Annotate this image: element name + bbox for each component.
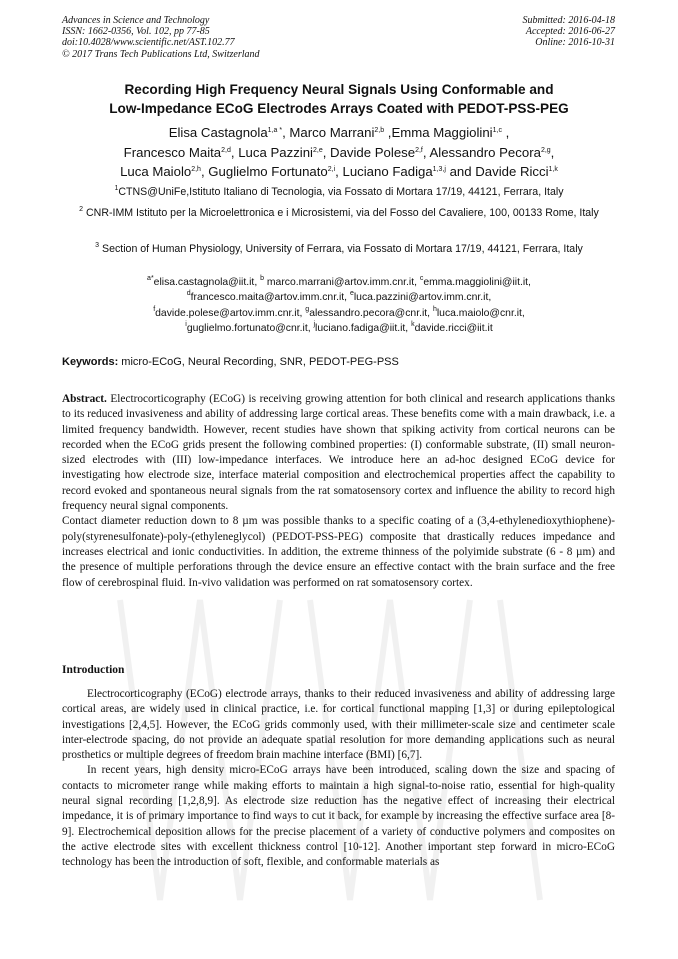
abstract-paragraph-1 <box>62 392 615 514</box>
affiliation-3-number: 3 <box>95 242 100 249</box>
author-name: Luciano Fadiga <box>342 164 433 179</box>
affiliation-3 <box>60 242 618 257</box>
keywords-label: Keywords: <box>62 356 119 368</box>
author-affiliation-marker: 2,b <box>374 127 385 134</box>
abstract-text-1: Electrocorticography (ECoG) is receiving growing attention for both clinical and research applications thanks to its reduced invasiveness and ability of addressing large cortical areas. These benefits come with a main drawback, i.e. a limited frequency bandwidth. However, recent studies have shown that spiking activity from cortical neurons can be recorded when the ECoG grids present the following combined properties: (I) conformable substrate, (II) small neuron-sized electrodes with (III) low-impedance interfaces. We introduce here an ad-hoc designed ECoG device for investigating how electrode size, interface material composition and electrochemical properties affect the capability to record evoked and spontaneous neural signals from the rat somatosensory cortex and influence the ability to record high frequency neural signal components. <box>62 393 615 513</box>
author-name: Alessandro Pecora <box>429 144 541 160</box>
author-affiliation-marker: 2,f <box>415 146 423 154</box>
affiliation-1-text: CTNS@UniFe,Istituto Italiano di Tecnologia, via Fossato di Mortara 17/19, 44121, Ferrara, Italy <box>118 186 564 198</box>
author-affiliation-marker: 2,h <box>191 166 201 173</box>
email-address: guglielmo.fortunato@cnr.it, <box>186 323 314 335</box>
author-affiliation-marker: 2,g <box>540 146 551 154</box>
affiliation-2-number: 2 <box>79 206 84 213</box>
author-affiliation-marker: 1,k <box>548 166 558 173</box>
author-separator: and <box>445 164 476 179</box>
author-affiliation-marker: 1,a * <box>267 127 283 134</box>
email-marker: k <box>411 321 415 329</box>
doi-line: doi:10.4028/www.scientific.net/AST.102.77 <box>62 37 235 49</box>
author-affiliation-marker: 2,d <box>221 146 231 154</box>
journal-name: Advances in Science and Technology <box>62 15 210 26</box>
email-address: marco.marrani@artov.imm.cnr.it, <box>264 277 420 288</box>
email-address: davide.polese@artov.imm.cnr.it, <box>155 307 306 319</box>
author-name: Marco Marrani <box>289 125 375 140</box>
issn-line: ISSN: 1662-0356, Vol. 102, pp 77-85 <box>62 26 210 38</box>
introduction-section <box>62 687 615 871</box>
keywords-line <box>62 356 399 368</box>
author-separator: , <box>501 125 510 140</box>
email-address: emma.maggiolini@iit.it, <box>423 277 531 288</box>
journal-header <box>62 15 260 60</box>
author-list <box>40 123 638 182</box>
online-date: Online: 2016-10-31 <box>535 37 615 49</box>
author-name: Luca Maiolo <box>120 164 192 179</box>
affiliation-2-text: CNR-IMM Istituto per la Microelettronica e i Microsistemi, via del Fosso del Cavaliere, 100, 00133 Rome, Italy <box>86 207 599 219</box>
title-line-2: Low-Impedance ECoG Electrodes Arrays Coated with PEDOT-PSS-PEG <box>109 101 569 116</box>
author-name: Francesco Maita <box>123 144 222 160</box>
paper-title <box>40 80 638 118</box>
author-affiliation-marker: 2,e <box>312 146 323 154</box>
email-marker: d <box>186 290 191 298</box>
dates-header <box>523 15 616 49</box>
email-marker: b <box>260 275 265 282</box>
author-separator: , <box>550 144 555 160</box>
section-heading-introduction: Introduction <box>62 664 125 676</box>
introduction-paragraph-2: In recent years, high density micro-ECoG arrays have been introduced, scaling down the size and spacing of contacts to micrometer range while making efforts to maintain a high signal-to-noise ratio, essential for high-quality neural signal recording [1,2,8,9]. As electrode size reduction has the negative effect of increasing their electrical impedance, it is of primary importance to find ways to cut it back, for example by increasing the effective surface area [8-9]. Electrochemical deposition allows for the precise placement of a variety of conductive polymers and composites on the active electrode sites with excellent thickness control [10-12]. Another important step forward in micro-ECoG technology has been the introduction of soft, flexible, and conformable materials as <box>62 764 615 869</box>
abstract-paragraph-2: Contact diameter reduction down to 8 µm was possible thanks to a specific coating of a (3,4-ethylenedioxythiophene)-poly(styrenesulfonate)-poly-(ethyleneglycol) (PEDOT-PSS-PEG) composite that drastically reduces impedance and increases electrical and ionic conductivities. In addition, the extreme thinness of the polyimide substrate (6 - 8 µm) and the presence of multiple perforations through the device ensure an effective contact with the brain surface and the free flow of cerebrospinal fluid. In-vivo validation was performed on rat somatosensory cortex. <box>62 515 615 589</box>
email-marker: h <box>432 305 437 313</box>
abstract-section <box>62 392 615 591</box>
affiliation-1-number: 1 <box>114 185 119 192</box>
submitted-date: Submitted: 2016-04-18 <box>522 15 615 26</box>
email-address: alessandro.pecora@cnr.it, <box>309 307 433 319</box>
email-address: francesco.maita@artov.imm.cnr.it, <box>190 292 350 304</box>
author-separator: , <box>282 125 290 140</box>
email-marker: i <box>185 321 187 329</box>
author-name: Davide Polese <box>330 144 416 160</box>
keywords-text: micro-ECoG, Neural Recording, SNR, PEDOT-PEG-PSS <box>118 356 399 368</box>
title-line-1: Recording High Frequency Neural Signals Using Conformable and <box>124 82 554 97</box>
accepted-date: Accepted: 2016-06-27 <box>525 26 615 38</box>
email-address: davide.ricci@iit.it <box>414 323 493 335</box>
email-marker: f <box>153 305 156 313</box>
affiliation-3-text: Section of Human Physiology, University of Ferrara, via Fossato di Mortara 17/19, 44121, Ferrara, Italy <box>102 243 583 255</box>
author-name: Emma Maggiolini <box>391 125 493 140</box>
copyright-line: © 2017 Trans Tech Publications Ltd, Switzerland <box>62 48 260 60</box>
abstract-label: Abstract. <box>62 393 107 405</box>
author-separator: , <box>384 125 392 140</box>
author-separator: , <box>322 144 331 160</box>
email-address: elisa.castagnola@iit.it, <box>153 277 261 288</box>
author-affiliation-marker: 1,3,j <box>432 166 446 173</box>
email-list <box>60 275 618 337</box>
affiliation-2 <box>60 206 618 221</box>
author-separator: , <box>230 144 239 160</box>
email-marker: a* <box>147 275 154 282</box>
author-name: Davide Ricci <box>475 164 549 179</box>
author-separator: , <box>200 164 209 179</box>
author-affiliation-marker: 2,i <box>327 166 336 173</box>
email-address: luca.pazzini@artov.imm.cnr.it, <box>353 292 492 304</box>
author-affiliation-marker: 1,c <box>492 127 502 134</box>
introduction-paragraph-1: Electrocorticography (ECoG) electrode arrays, thanks to their reduced invasiveness and ability of addressing large cortical areas, are widely used in clinical practice, i.e. for cortical functional mapping [1,3] or during epileptological investigations [2,4,5]. However, the ECoG grids commonly used, with their millimeter-scale size and centimeter scale inter-electrode spacing, do not provide an adequate spatial resolution for more demanding applications such as neural prosthetics or multiple degrees of freedom brain machine interface (BMI) [6,7]. <box>62 688 615 762</box>
email-address: luca.maiolo@cnr.it, <box>436 307 525 319</box>
author-separator: , <box>422 144 430 160</box>
email-marker: g <box>305 305 310 313</box>
email-marker: e <box>349 290 354 298</box>
affiliation-1 <box>60 185 618 200</box>
author-separator: , <box>335 164 343 179</box>
email-marker: c <box>419 275 424 282</box>
email-marker: j <box>313 321 316 329</box>
author-name: Luca Pazzini <box>238 144 313 160</box>
author-name: Guglielmo Fortunato <box>208 164 328 179</box>
email-address: luciano.fadiga@iit.it, <box>315 323 412 335</box>
author-name: Elisa Castagnola <box>168 125 268 140</box>
